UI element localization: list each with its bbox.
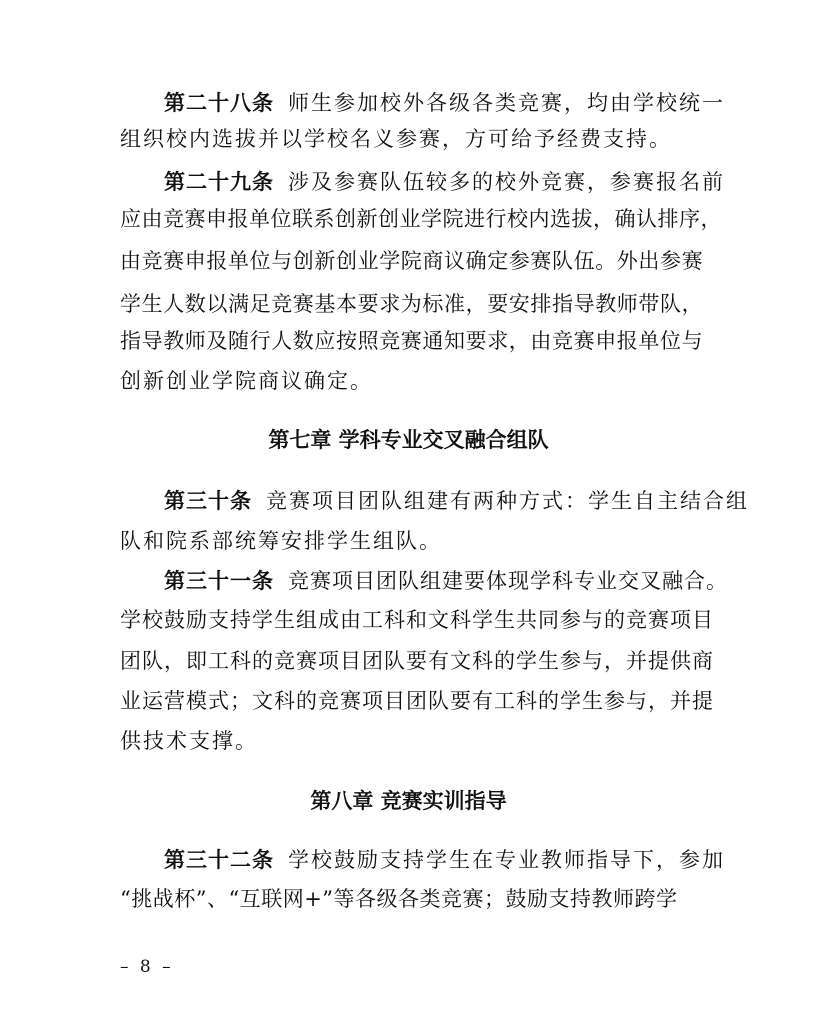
article-31-line-5: 供技术支撑。 (120, 729, 258, 753)
article-32-line-1 (164, 845, 725, 875)
article-28-line-1 (164, 88, 725, 118)
article-32-number: 第三十二条 (164, 848, 274, 872)
article-32-line-2: “挑战杯”、“互联网+”等各级各类竞赛；鼓励支持教师跨学 (120, 887, 678, 911)
article-29-line-1 (164, 167, 725, 197)
article-31-line-3: 团队，即工科的竞赛项目团队要有文科的学生参与，并提供商 (120, 649, 714, 673)
article-31-text-1: 竞赛项目团队组建要体现学科专业交叉融合。 (288, 569, 728, 593)
article-30-line-1 (164, 486, 749, 516)
article-32-text-1: 学校鼓励支持学生在专业教师指导下，参加 (288, 848, 725, 872)
article-31-line-4: 业运营模式；文科的竞赛项目团队要有工科的学生参与，并提 (120, 689, 714, 713)
article-29-number: 第二十九条 (164, 170, 274, 194)
chapter-7-title: 第七章 学科专业交叉融合组队 (268, 428, 549, 452)
article-29-line-6: 创新创业学院商议确定。 (120, 369, 373, 393)
article-31-number: 第三十一条 (164, 569, 274, 593)
article-29-line-2: 应由竞赛申报单位联系创新创业学院进行校内选拔，确认排序， (120, 207, 722, 231)
article-30-line-2: 队和院系部统筹安排学生组队。 (120, 529, 442, 553)
article-31-line-1 (164, 566, 728, 596)
article-28-text-1: 师生参加校外各级各类竞赛，均由学校统一 (288, 91, 725, 115)
article-29-text-1: 涉及参赛队伍较多的校外竞赛，参赛报名前 (288, 170, 725, 194)
article-30-text-1: 竞赛项目团队组建有两种方式：学生自主结合组 (266, 489, 749, 513)
article-29-line-5: 指导教师及随行人数应按照竞赛通知要求，由竞赛申报单位与 (120, 329, 704, 353)
article-28-number: 第二十八条 (164, 91, 274, 115)
page-number: – 8 – (120, 957, 174, 977)
article-29-line-3: 由竞赛申报单位与创新创业学院商议确定参赛队伍。外出参赛 (120, 249, 704, 273)
article-30-number: 第三十条 (164, 489, 252, 513)
chapter-8-title: 第八章 竞赛实训指导 (310, 789, 507, 813)
article-28-line-2: 组织校内选拔并以学校名义参赛，方可给予经费支持。 (120, 127, 672, 151)
article-31-line-2: 学校鼓励支持学生组成由工科和文科学生共同参与的竞赛项目 (120, 608, 714, 632)
article-29-line-4: 学生人数以满足竞赛基本要求为标准，要安排指导教师带队， (120, 292, 704, 316)
